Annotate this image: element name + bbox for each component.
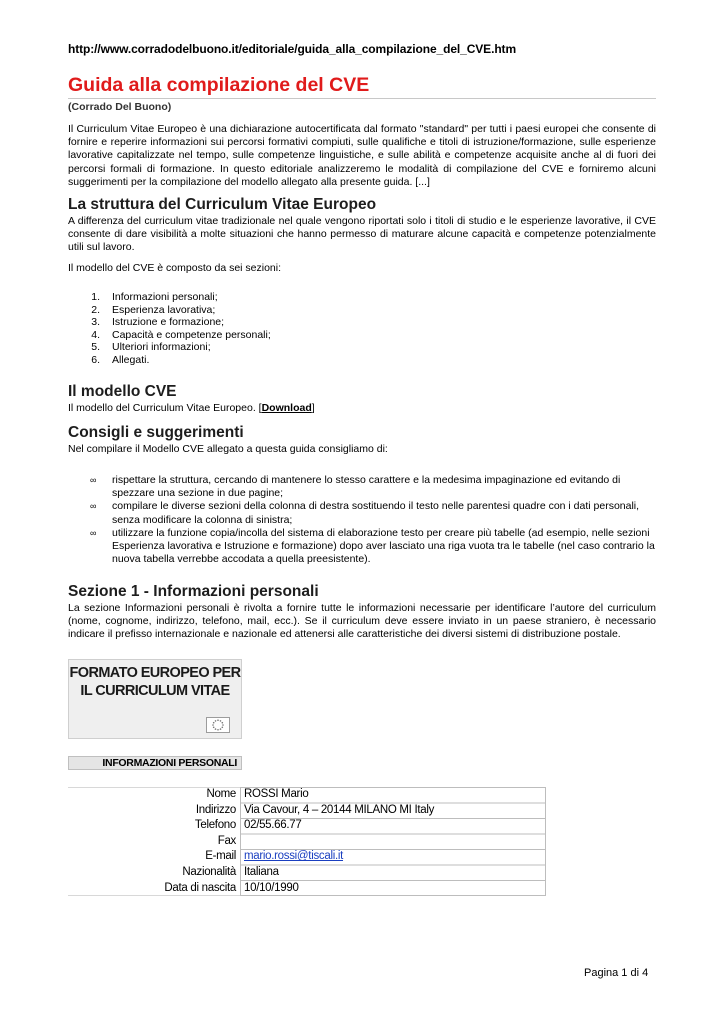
- modello-paragraph: [68, 402, 656, 415]
- page-number: Pagina 1 di 4: [584, 967, 649, 979]
- heading-consigli: Consigli e suggerimenti: [68, 424, 244, 441]
- heading-struttura: La struttura del Curriculum Vitae Europeo: [68, 196, 377, 213]
- cv-section-label: INFORMAZIONI PERSONALI: [68, 756, 242, 770]
- cv-field-label: E-mail: [205, 850, 236, 863]
- table-row: [68, 881, 546, 897]
- cv-format-title: [69, 664, 241, 700]
- list-number: 2.: [91, 303, 100, 316]
- list-label: Istruzione e formazione;: [112, 316, 225, 329]
- list-number: 1.: [91, 291, 100, 303]
- table-row: [68, 803, 546, 819]
- cv-field-label: Telefono: [194, 819, 236, 832]
- cv-format-header-image: [68, 659, 242, 739]
- cv-email-link[interactable]: mario.rossi@tiscali.it: [244, 850, 344, 863]
- list-label: Ulteriori informazioni;: [112, 341, 211, 354]
- cv-field-value: 02/55.66.77: [244, 819, 302, 832]
- bullet-icon: ∞: [90, 501, 97, 512]
- cv-field-value: Italiana: [244, 865, 279, 878]
- bullet-icon: ∞: [90, 527, 97, 538]
- cv-field-value: Via Cavour, 4 – 20144 MILANO MI Italy: [244, 803, 435, 816]
- cv-title-line2: IL CURRICULUM VITAE: [80, 683, 230, 699]
- list-label: Allegati.: [112, 353, 150, 366]
- list-item: [68, 500, 656, 526]
- download-link[interactable]: Download: [261, 402, 312, 414]
- tip-text: rispettare la struttura, cercando di mantenere lo stesso carattere e la medesima impaginazione ed evitando di spezzare una sezione in due pagine;: [112, 474, 621, 500]
- sezione1-paragraph: La sezione Informazioni personali è rivolta a fornire tutte le informazioni necessarie per identificare l’autore del curriculum (nome, cognome, indirizzo, telefono, mail, ecc.). Se il curriculum deve essere inviato in un paese straniero, è necessario indicare il prefisso internazionale e nazionale ed attenersi alle caratteristiche dei diversi sistemi di distribuzione postale.: [68, 602, 656, 641]
- table-row: [68, 787, 546, 803]
- cv-field-label: Indirizzo: [195, 803, 236, 816]
- list-number: 4.: [91, 328, 100, 341]
- modello-text-end: ]: [311, 402, 315, 414]
- list-item: [68, 474, 656, 500]
- struttura-paragraph: A differenza del curriculum vitae tradizionale nel quale vengono riportati solo i titoli di studio e le esperienze lavorative, il CVE consente di dare visibilità a molte situazioni che hanno permesso di maturare alcune capacità e competenze potenzialmente utili sul lavoro.: [68, 215, 656, 254]
- list-number: 5.: [91, 341, 100, 354]
- list-number: 3.: [91, 316, 100, 329]
- page-title: Guida alla compilazione del CVE: [68, 74, 656, 99]
- list-number: 6.: [91, 353, 100, 366]
- table-row: [68, 865, 546, 881]
- cv-title-line1: FORMATO EUROPEO PER: [69, 665, 241, 681]
- cv-field-value: ROSSI Mario: [244, 788, 309, 800]
- table-row: [68, 849, 546, 865]
- list-label: Informazioni personali;: [112, 291, 218, 303]
- consigli-lead: Nel compilare il Modello CVE allegato a questa guida consigliamo di:: [68, 443, 388, 455]
- eu-stars-icon: [206, 717, 230, 733]
- cv-field-label: Fax: [217, 834, 236, 847]
- tip-text: compilare le diverse sezioni della colonna di destra sostituendo il testo nelle parentesi quadre con i dati personali, senza modificare la colonna di sinistra;: [112, 500, 640, 526]
- cv-field-label: Nazionalità: [182, 865, 236, 878]
- table-row: [68, 834, 546, 850]
- intro-paragraph: Il Curriculum Vitae Europeo è una dichiarazione autocertificata dal formato "standard" per tutti i paesi europei che consente di fornire e reperire informazioni sui percorsi formativi compiuti, sulle qualifiche e titoli di istruzione/formazione, sulle esperienze lavorative capitalizzate nel tempo, sulle competenze linguistiche, e sulle abilità e competenze acquisite anche al di fuori dei percorsi formali di formazione. In questo editoriale analizzeremo le modalità di compilazione del CVE e forniremo alcuni suggerimenti per la compilazione del modello allegato alla presente guida. [...]: [68, 123, 656, 188]
- list-label: Capacità e competenze personali;: [112, 328, 271, 341]
- struttura-lead: Il modello del CVE è composto da sei sezioni:: [68, 262, 282, 274]
- author-line: (Corrado Del Buono): [68, 101, 172, 113]
- bullet-icon: ∞: [90, 475, 97, 485]
- heading-sezione1: Sezione 1 - Informazioni personali: [68, 583, 319, 600]
- cv-field-value: 10/10/1990: [244, 881, 299, 894]
- table-row: [68, 818, 546, 834]
- heading-modello: Il modello CVE: [68, 383, 177, 400]
- tip-text: utilizzare la funzione copia/incolla del sistema di elaborazione testo per creare più tabelle (ad esempio, nelle sezioni Esperienza lavorativa e Istruzione e formazione) dopo aver lasciato una riga vuota tra le tabelle (nel caso contrario la nuova tabella verrebbe accodata a quella preesistente).: [112, 526, 655, 566]
- list-label: Esperienza lavorativa;: [112, 303, 216, 316]
- cv-field-label: Nome: [206, 788, 236, 800]
- modello-text: Il modello del Curriculum Vitae Europeo. [: [68, 402, 262, 414]
- cv-field-label: Data di nascita: [164, 881, 236, 894]
- header-url: http://www.corradodelbuono.it/editoriale/guida_alla_compilazione_del_CVE.htm: [68, 42, 517, 56]
- tips-list: [68, 474, 656, 566]
- cv-personal-info-table: [68, 787, 546, 896]
- list-item: [68, 527, 656, 567]
